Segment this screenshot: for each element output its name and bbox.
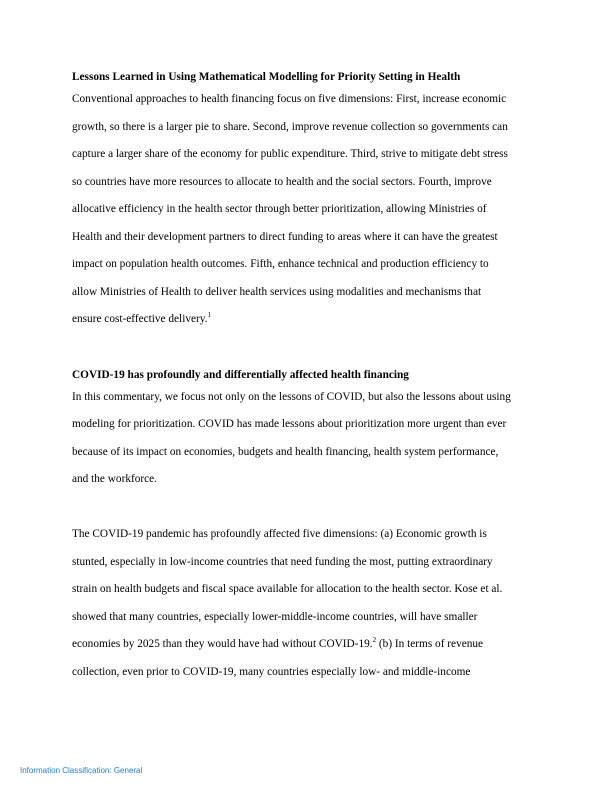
- text-line-last: [72, 306, 542, 334]
- text-line: In this commentary, we focus not only on the lessons of COVID, but also the lessons about using: [72, 390, 511, 403]
- text-line: growth, so there is a larger pie to share. Second, improve revenue collection so governments can: [72, 120, 508, 133]
- section-heading-lessons-learned: Lessons Learned in Using Mathematical Modelling for Priority Setting in Health: [72, 71, 461, 83]
- information-classification-label: Information Classification: General: [20, 766, 143, 775]
- text-line-content: ensure cost-effective delivery.: [72, 313, 208, 325]
- text-line: Health and their development partners to direct funding to areas where it can have the greatest: [72, 230, 498, 243]
- text-line: because of its impact on economies, budgets and health financing, health system performance,: [72, 445, 499, 458]
- text-line: modeling for prioritization. COVID has made lessons about prioritization more urgent than ever: [72, 418, 507, 430]
- text-line: The COVID-19 pandemic has profoundly affected five dimensions: (a) Economic growth is: [72, 528, 487, 540]
- text-line: allow Ministries of Health to deliver health services using modalities and mechanisms that: [72, 285, 482, 298]
- section-spacer: [72, 334, 542, 368]
- section-heading-covid-impact: COVID-19 has profoundly and differentially affected health financing: [72, 368, 409, 381]
- paragraph-pandemic-dimensions: [72, 521, 542, 686]
- text-line-content: economies by 2025 than they would have had without COVID-19.: [72, 638, 373, 650]
- document-body: [72, 70, 542, 686]
- text-line: and the workforce.: [72, 473, 158, 485]
- text-line: stunted, especially in low-income countries that need funding the most, putting extraordinary: [72, 555, 493, 568]
- text-line: impact on population health outcomes. Fifth, enhance technical and production efficiency to: [72, 258, 489, 270]
- text-line-content: (b) In terms of revenue: [376, 638, 484, 650]
- text-line: Conventional approaches to health financing focus on five dimensions: First, increase economic: [72, 93, 507, 105]
- text-line: strain on health budgets and fiscal space available for allocation to the health sector. Kose et al.: [72, 583, 503, 595]
- text-line: capture a larger share of the economy for public expenditure. Third, strive to mitigate debt stress: [72, 148, 508, 160]
- text-line: allocative efficiency in the health sector through better prioritization, allowing Ministries of: [72, 203, 487, 215]
- paragraph-commentary-focus: [72, 384, 542, 494]
- text-line: showed that many countries, especially lower-middle-income countries, will have smaller: [72, 610, 478, 623]
- footnote-reference-2: 2: [372, 636, 377, 645]
- paragraph-spacer: [72, 494, 542, 522]
- text-line-with-footnote: [72, 631, 542, 659]
- text-line: so countries have more resources to allocate to health and the social sectors. Fourth, improve: [72, 175, 492, 188]
- text-line: collection, even prior to COVID-19, many countries especially low- and middle-income: [72, 665, 471, 678]
- footnote-reference-1: 1: [207, 311, 211, 320]
- paragraph-conventional-approaches: [72, 86, 542, 334]
